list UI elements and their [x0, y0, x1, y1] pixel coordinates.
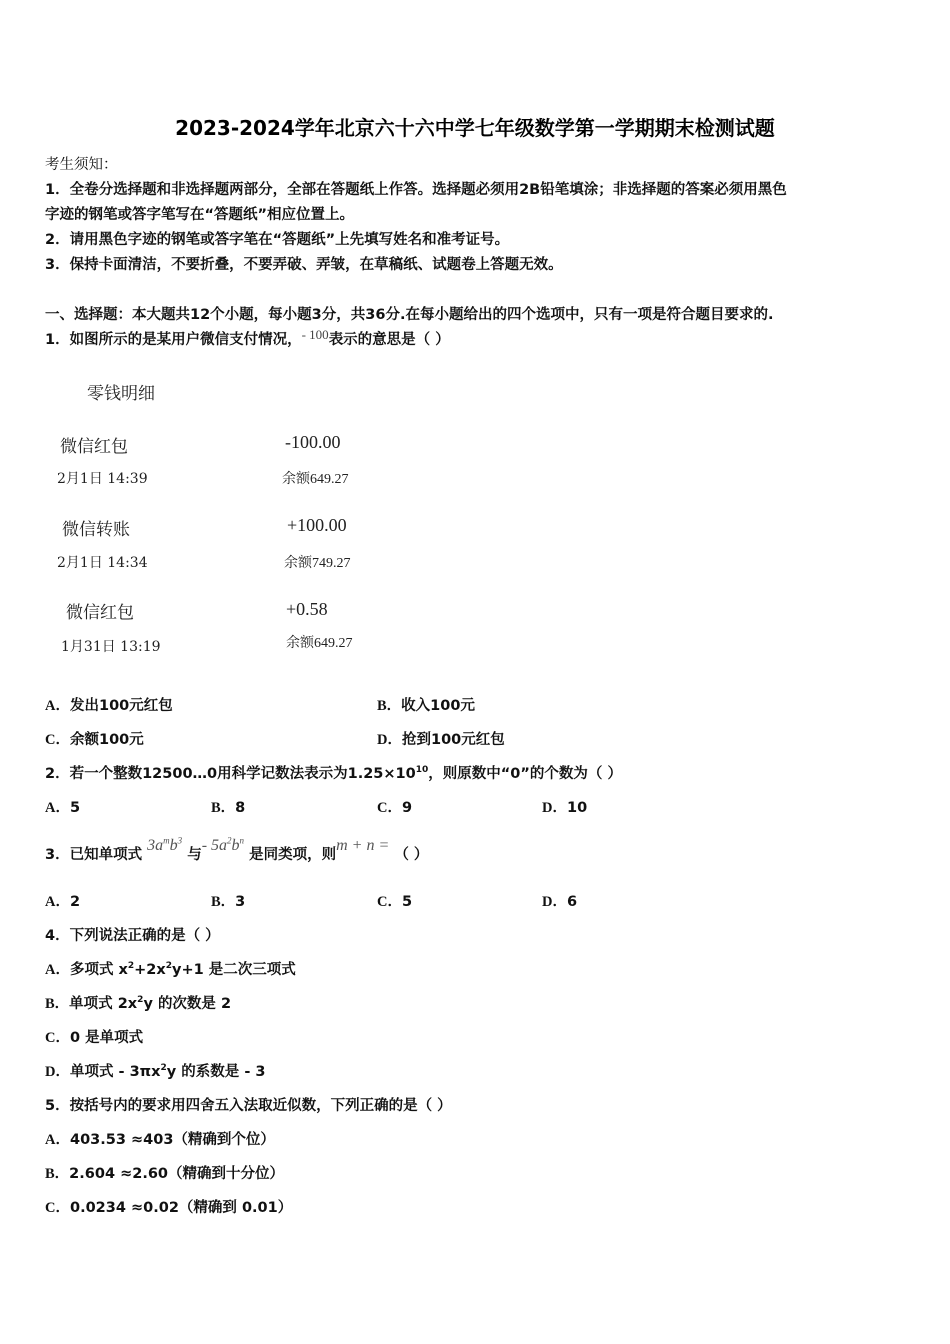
page-title: 2023-2024学年北京六十六中学七年级数学第一学期期末检测试题: [175, 116, 775, 140]
question-1-option-a[interactable]: A．发出100元红包: [45, 698, 173, 714]
question-1-stem: [45, 328, 450, 349]
notice-item-1-cont: 字迹的钢笔或答字笔写在“答题纸”相应位置上。: [45, 207, 355, 223]
question-3-option-d[interactable]: D．6: [542, 894, 578, 910]
question-2-stem: 2．若一个整数12500…0用科学记数法表示为$1.25\times 10^{10}$，则原数中“0”的个数为（ ）: [45, 765, 622, 782]
question-5-option-c[interactable]: C．0.0234 ≈0.02（精确到 0.01）: [45, 1200, 293, 1216]
wallet-entry-2-balance: 余额749.27: [284, 556, 351, 571]
wallet-entry-3-name: 微信红包: [66, 603, 134, 623]
question-5-option-b[interactable]: B．2.604 ≈2.60（精确到十分位）: [45, 1166, 285, 1182]
question-2-option-c[interactable]: C．9: [377, 800, 413, 816]
notice-item-3: 3．保持卡面清洁，不要折叠，不要弄破、弄皱，在草稿纸、试题卷上答题无效。: [45, 257, 563, 273]
question-3-stem: 3．已知单项式 $3a^mb^3$ 与- $5a^2b^n$ 是同类项，则m + n = （ ）: [45, 835, 429, 863]
wallet-entry-1-date: 2月1日 14:39: [57, 471, 148, 487]
question-3-option-a[interactable]: A．2: [45, 894, 81, 910]
question-2-option-d[interactable]: D．10: [542, 800, 588, 816]
wallet-entry-3-balance: 余额649.27: [286, 636, 353, 651]
question-4-option-d[interactable]: D．单项式 - $3\pi x^2y$ 的系数是 - 3: [45, 1063, 266, 1080]
notice-item-2: 2．请用黑色字迹的钢笔或答字笔在“答题纸”上先填写姓名和准考证号。: [45, 232, 510, 248]
question-3-option-c[interactable]: C．5: [377, 894, 413, 910]
wallet-entry-1-balance: 余额649.27: [282, 472, 349, 487]
notice-heading: 考生须知：: [45, 157, 118, 173]
wallet-figure-title: 零钱明细: [87, 384, 155, 404]
wallet-entry-1-amount: -100.00: [285, 432, 341, 452]
sum-expression: m + n =: [336, 837, 390, 854]
wallet-entry-2-amount: +100.00: [287, 515, 347, 535]
wallet-entry-3-date: 1月31日 13:19: [61, 639, 161, 655]
question-1-stem-prefix: 1．如图所示的是某用户微信支付情况，: [45, 332, 302, 348]
question-4-option-a[interactable]: A．多项式 $x^2+2x^2y+1$ 是二次三项式: [45, 961, 296, 978]
question-1-option-d[interactable]: D．抢到100元红包: [377, 732, 505, 748]
wallet-entry-1-name: 微信红包: [60, 437, 128, 457]
question-5-option-a[interactable]: A．403.53 ≈403（精确到个位）: [45, 1132, 275, 1148]
question-1-stem-suffix: 表示的意思是（ ）: [328, 332, 450, 348]
question-1-option-b[interactable]: B．收入100元: [377, 698, 475, 714]
question-2-option-b[interactable]: B．8: [211, 800, 246, 816]
question-4-option-c[interactable]: C．0 是单项式: [45, 1030, 144, 1046]
question-2-option-a[interactable]: A．5: [45, 800, 81, 816]
question-4-option-b[interactable]: B．单项式 $2x^2y$ 的次数是 2: [45, 995, 232, 1012]
monomial-1: $3a^mb^3$: [147, 835, 183, 854]
wallet-entry-3-amount: +0.58: [286, 599, 328, 619]
question-1-option-c[interactable]: C．余额100元: [45, 732, 144, 748]
question-5-stem: 5．按括号内的要求用四舍五入法取近似数，下列正确的是（ ）: [45, 1098, 452, 1114]
question-4-stem: 4．下列说法正确的是（ ）: [45, 928, 220, 944]
wallet-entry-2-name: 微信转账: [62, 520, 130, 540]
monomial-2: - $5a^2b^n$: [201, 835, 245, 854]
wallet-entry-2-date: 2月1日 14:34: [57, 555, 148, 571]
question-1-math: - 100: [301, 327, 329, 342]
section-heading: 一、选择题：本大题共12个小题，每小题3分，共36分.在每小题给出的四个选项中，只有一项是符合题目要求的.: [45, 307, 774, 323]
question-3-option-b[interactable]: B．3: [211, 894, 246, 910]
notice-item-1: 1．全卷分选择题和非选择题两部分，全部在答题纸上作答。选择题必须用2B铅笔填涂；非选择题的答案必须用黑色: [45, 182, 787, 198]
